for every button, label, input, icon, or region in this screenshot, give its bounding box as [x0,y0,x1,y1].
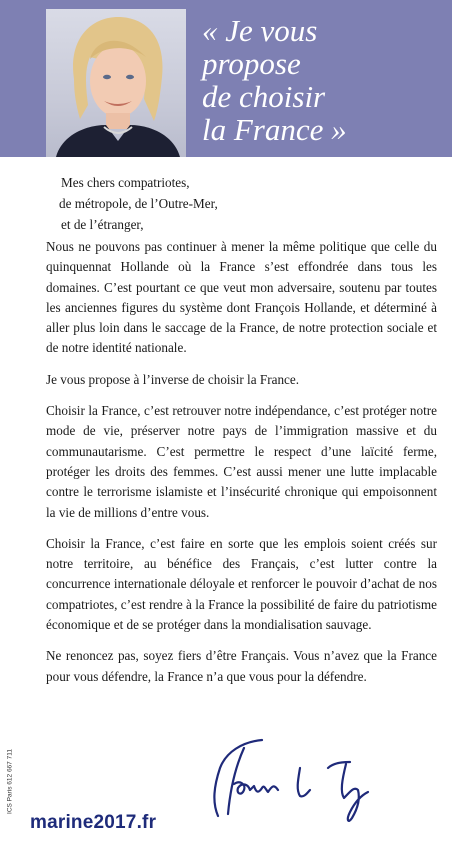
quote-line: propose [202,46,301,81]
paragraph: Choisir la France, c’est retrouver notre indépendance, c’est protéger notre mode de vie, préserver notre pays de l’immigration massive et du communautarisme. C’est permettre le respect d’une laïcité ferme, protéger les droits des femmes. C’est aussi mener une lutte implacable contre le terrorisme islamiste et l’insécurité chronique qui empoisonnent la vie de millions d’entre vous. [46,403,437,520]
quote-line: de choisir [202,79,326,114]
salutation-line: de métropole, de l’Outre-Mer, [59,196,218,211]
signature-icon [200,728,400,828]
header-quote [202,14,347,146]
candidate-portrait [46,9,186,157]
letter-body [46,237,437,698]
website-link[interactable]: marine2017.fr [30,812,157,833]
salutation [61,172,218,235]
paragraph: Choisir la France, c’est faire en sorte que les emplois soient créés sur notre territoire, au bénéfice des Français, c’est lutter contre la concurrence internationale déloyale et renforcer le pouvoir d’achat de nos compatriotes, c’est rendre à la France la possibilité de faire du patriotisme économique et de se protéger dans la mondialisation sauvage. [46,535,437,633]
quote-line: la France » [202,112,347,147]
salutation-line: Mes chers compatriotes, [61,175,190,190]
printer-mark: ICS Paris 612 667 711 [6,749,14,814]
paragraph: Nous ne pouvons pas continuer à mener la même politique que celle du quinquennat Hollande où la France s’est effondrée dans tous les domaines. C’est pourtant ce que veut mon adversaire, soutenu par toutes les anciennes figures du système dont François Hollande, et déterminé à aller plus loin dans le saccage de la France, de notre protection sociale et de notre identité nationale. [46,239,437,356]
portrait-photo-icon [46,9,186,157]
quote-line: « Je vous [202,13,318,48]
salutation-line: et de l’étranger, [61,217,144,232]
paragraph: Ne renoncez pas, soyez fiers d’être Français. Vous n’avez que la France pour vous défendre, la France n’a que vous pour la défendre. [46,648,437,684]
paragraph: Je vous propose à l’inverse de choisir la France. [46,371,300,387]
